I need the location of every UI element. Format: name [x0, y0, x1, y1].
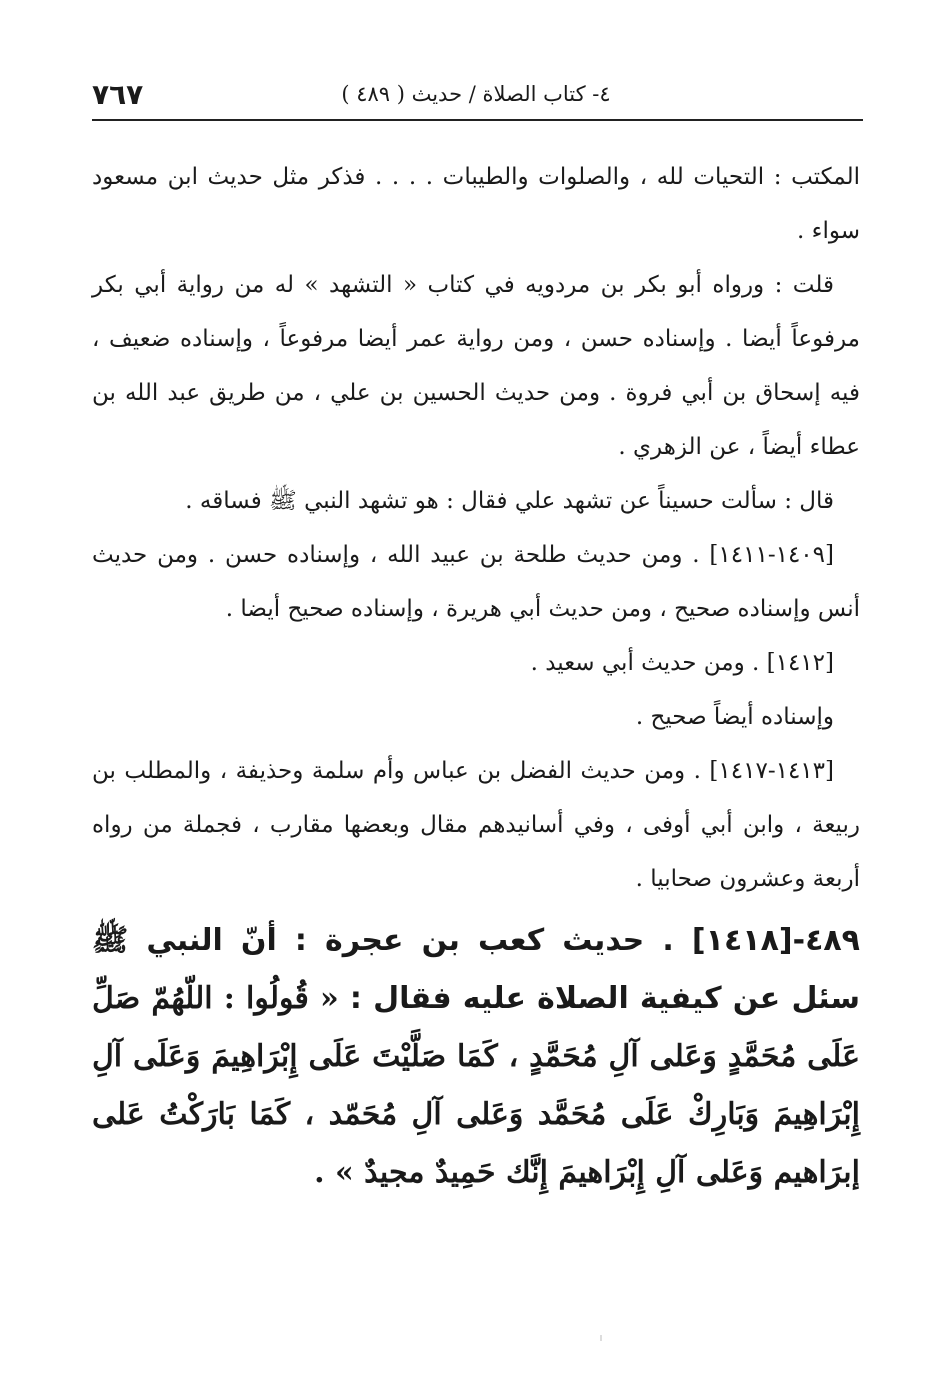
paragraph: وإسناده أيضاً صحيح . [635, 704, 834, 730]
page-number: ٧٦٧ [92, 78, 144, 111]
header-rule [92, 119, 863, 121]
hadith-matn: « قُولُوا : اللّهُمّ صَلِّ عَلَى مُحَمَّدٍ وَعَلى آلِ مُحَمَّدٍ ، كَمَا صَلَّيْتَ عَلَى إِبْرَاهِيمَ وَعَلَى آلِ إِبْرَاهِيمَ وَبَارِكْ عَلَى مُحَمَّد وَعَلى آلِ مُحَمّد ، كَمَا بَارَكْتُ عَلى إبرَاهيم وَعَلى آلِ إِبْرَاهيمَ إِنَّك حَمِيدٌ مجيدٌ » . [92, 981, 860, 1190]
hadith-number: ٤٨٩ [805, 923, 860, 958]
commentary-text [92, 150, 860, 906]
scan-mark [600, 1335, 602, 1341]
page-header [92, 78, 860, 118]
paragraph: [١٤١٢] . ومن حديث أبي سعيد . [530, 650, 834, 676]
running-title: ٤- كتاب الصلاة / حديث ( ٤٨٩ ) [341, 82, 611, 106]
paragraph: المكتب : التحيات لله ، والصلوات والطيبات . . . . فذكر مثل حديث ابن مسعود سواء . [92, 164, 860, 244]
hadith-intro: -[١٤١٨] . حديث كعب بن عجرة : أنّ النبي ﷺ سئل عن كيفية الصلاة عليه فقال : [92, 923, 860, 1016]
hadith-block [92, 912, 860, 1202]
paragraph: [١٤١٣-١٤١٧] . ومن حديث الفضل بن عباس وأم سلمة وحذيفة ، والمطلب بن ربيعة ، وابن أبي أوفى ، وفي أسانيدهم مقال وبعضها مقارب ، فجملة من رواه أربعة وعشرون صحابيا . [92, 758, 860, 892]
paragraph: قال : سألت حسيناً عن تشهد علي فقال : هو تشهد النبي ﷺ فساقه . [185, 488, 834, 514]
paragraph: [١٤٠٩-١٤١١] . ومن حديث طلحة بن عبيد الله ، وإسناده حسن . ومن حديث أنس وإسناده صحيح ، ومن حديث أبي هريرة ، وإسناده صحيح أيضا . [92, 542, 860, 622]
paragraph: قلت : ورواه أبو بكر بن مردويه في كتاب « التشهد » له من رواية أبي بكر مرفوعاً أيضا . وإسناده حسن ، ومن رواية عمر أيضا مرفوعاً ، وإسناده ضعيف ، فيه إسحاق بن أبي فروة . ومن حديث الحسين بن علي ، من طريق عبد الله بن عطاء أيضاً ، عن الزهري . [92, 272, 860, 460]
